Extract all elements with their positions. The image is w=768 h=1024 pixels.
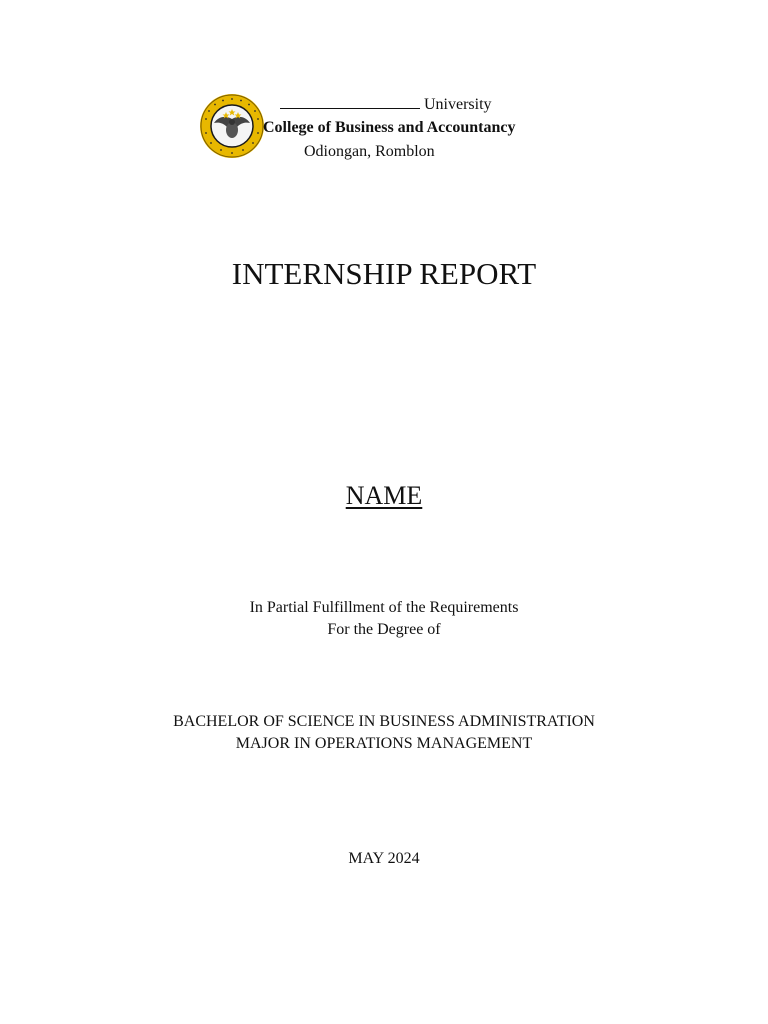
college-name: College of Business and Accountancy <box>263 119 516 136</box>
university-label: University <box>424 96 492 113</box>
fulfillment-line-1: In Partial Fulfillment of the Requirements <box>249 599 519 616</box>
university-name-blank <box>280 94 420 109</box>
university-line <box>280 94 492 115</box>
report-date: MAY 2024 <box>348 850 420 867</box>
degree-line-1: BACHELOR OF SCIENCE IN BUSINESS ADMINISTRATION <box>173 713 595 730</box>
college-location: Odiongan, Romblon <box>304 143 435 160</box>
degree-line-2: MAJOR IN OPERATIONS MANAGEMENT <box>235 735 533 752</box>
student-name: NAME <box>345 481 423 510</box>
fulfillment-line-2: For the Degree of <box>327 621 441 638</box>
report-title: INTERNSHIP REPORT <box>231 256 537 291</box>
college-seal-logo <box>199 93 265 159</box>
